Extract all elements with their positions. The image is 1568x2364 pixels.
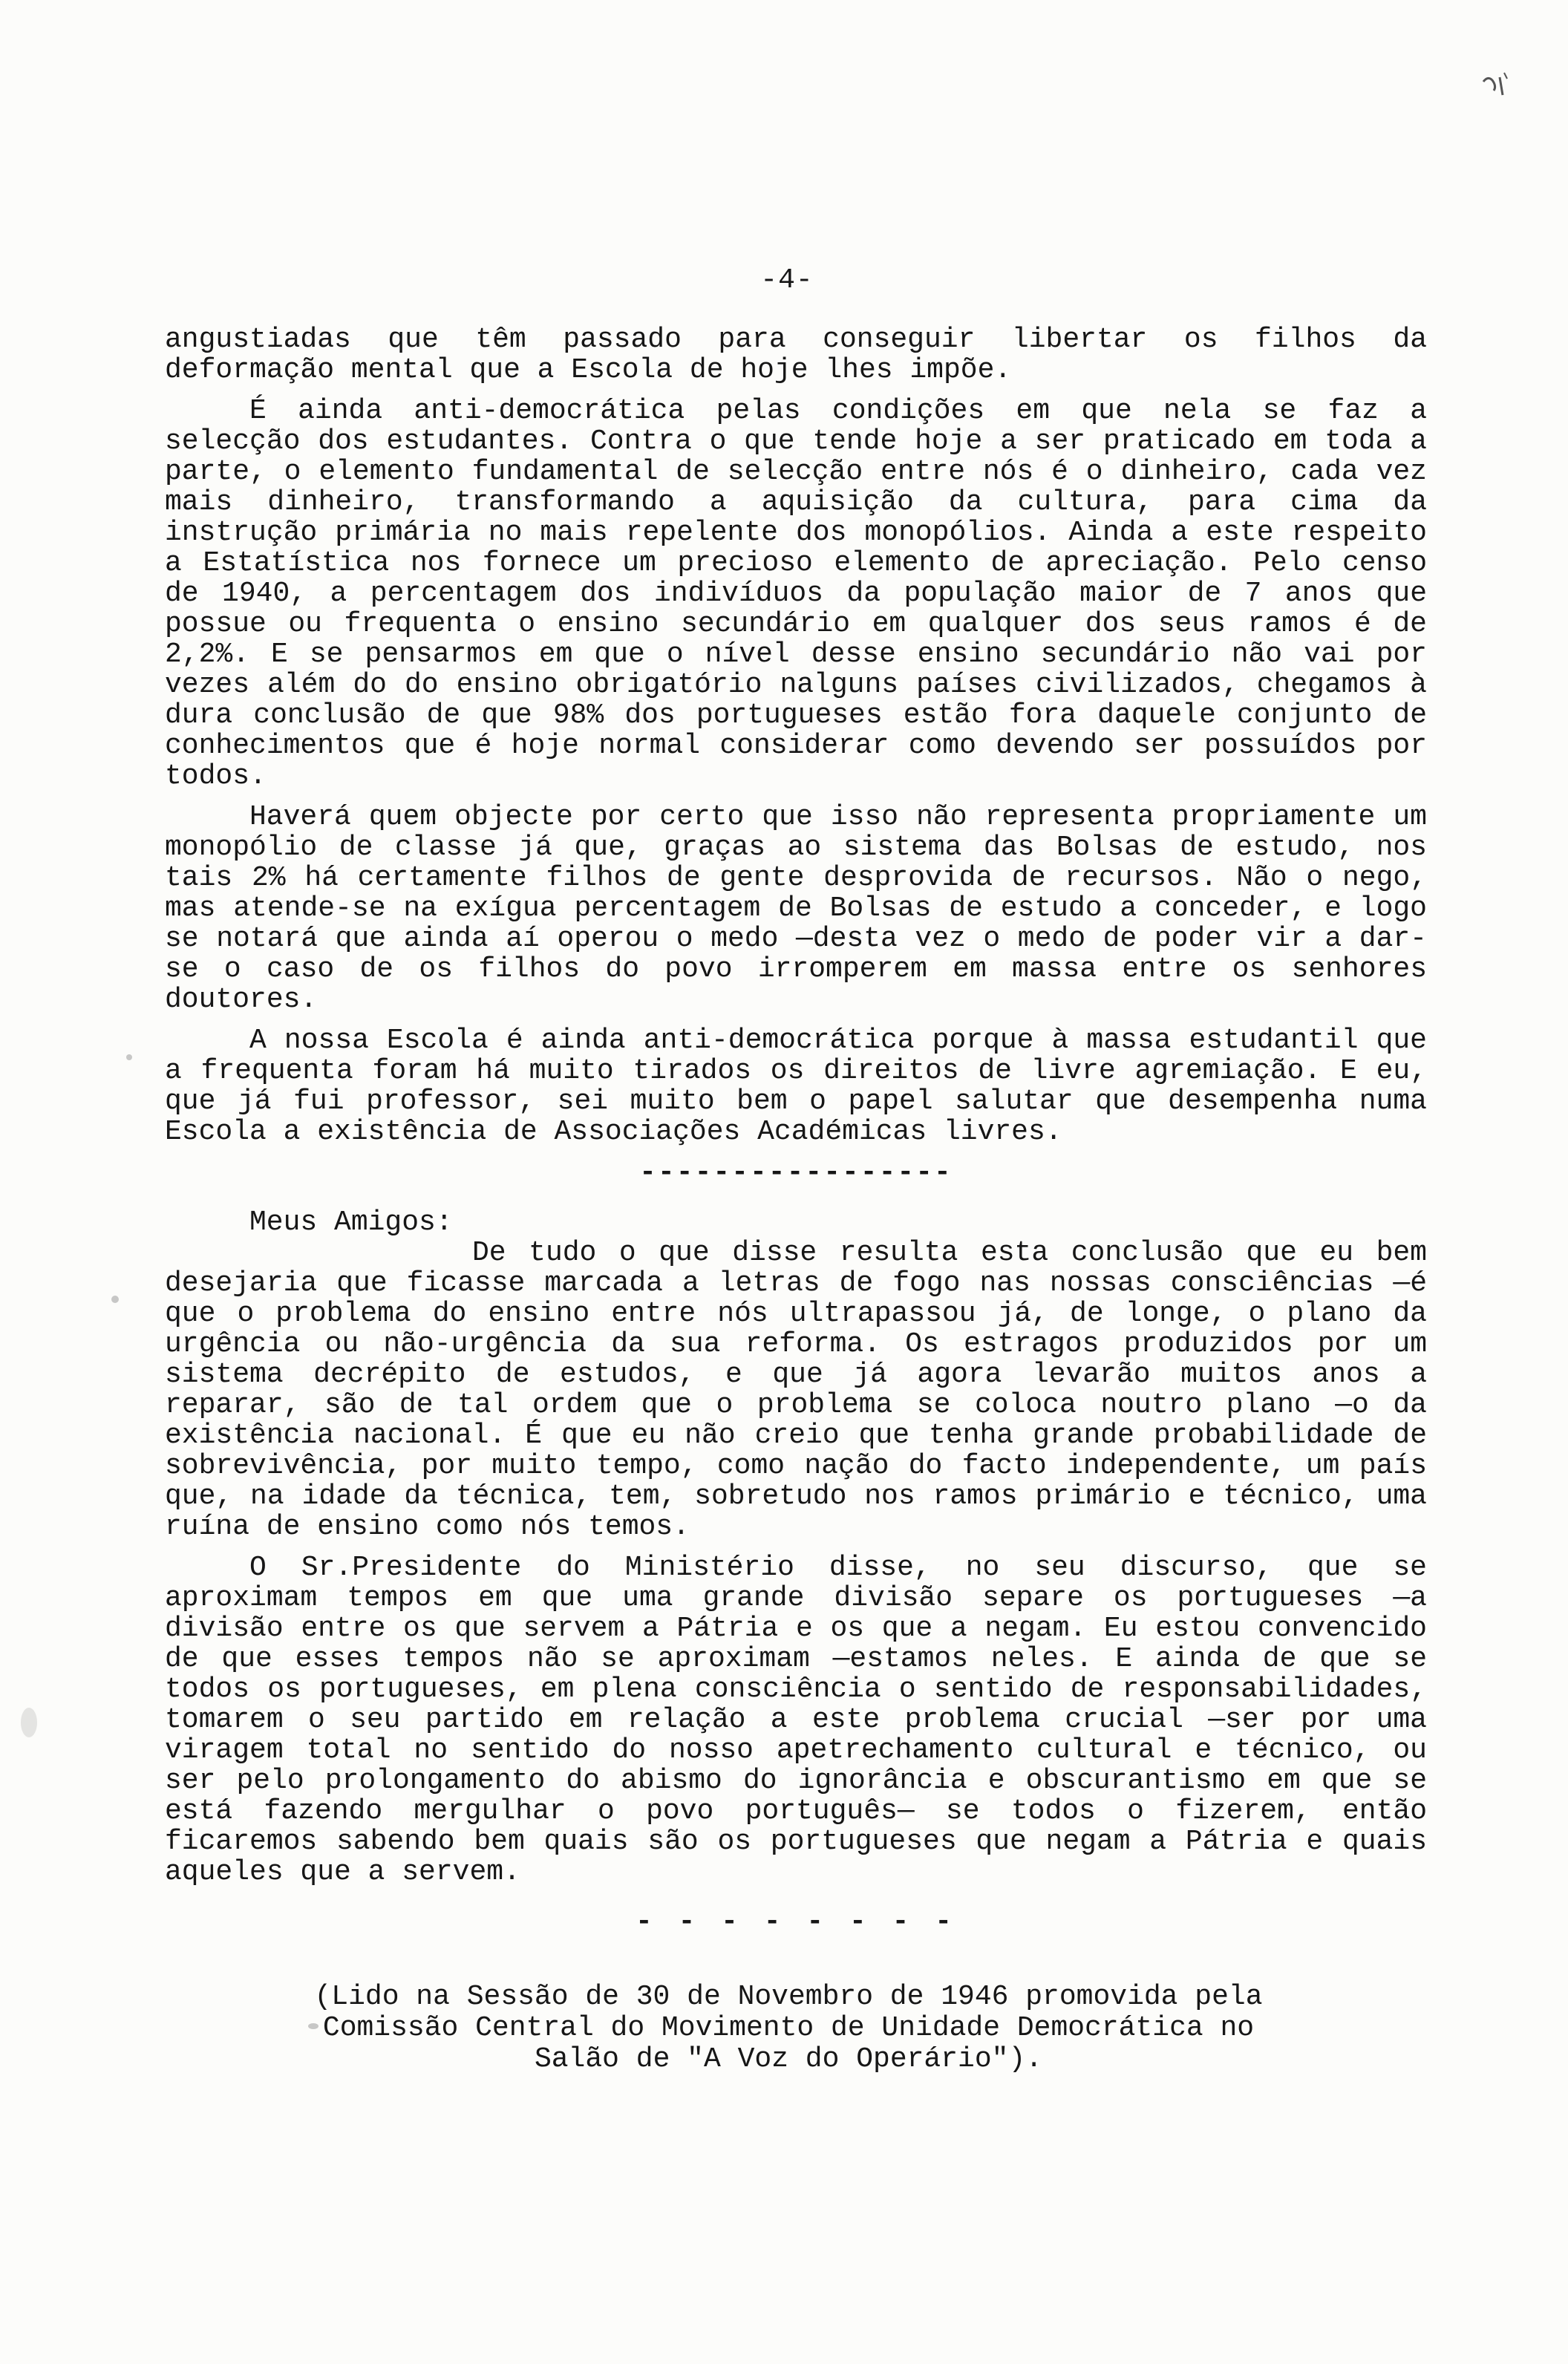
paragraph-2: É ainda anti-democrática pelas condições em que nela se faz a selecção dos estudantes. Contra o que tende hoje a ser praticado em toda a parte, o elemento fundamental de selecção entre nós é o dinheiro, cada vez mais dinheiro, transformando a aquisição da cultura, para cima da instrução primária no mais repelente dos monopólios. Ainda a este respeito a Estatística nos fornece um precioso elemento de apreciação. Pelo censo de 1940, a percentagem dos indivíduos da população maior de 7 anos que possue ou frequenta o ensino secundário em qualquer dos seus ramos é de 2,2%. E se pensarmos em que o nível desse ensino secundário não vai por vezes além do do ensino obrigatório nalguns países civilizados, chegamos à dura conclusão de que 98% dos portugueses estão fora daquele conjunto de conhecimentos que é hoje normal considerar como devendo ser possuídos por todos.	[165, 395, 1427, 792]
document-body	[165, 324, 1427, 2075]
closing-note-line-3: Salão de "A Voz do Operário").	[534, 2043, 1043, 2075]
paper-speck	[21, 1708, 37, 1737]
closing-note-line-2: Comissão Central do Movimento de Unidade Democrática no	[322, 2012, 1255, 2044]
closing-note	[150, 1982, 1427, 2075]
paragraph-3: Haverá quem objecte por certo que isso não representa propriamente um monopólio de classe já que, graças ao sistema das Bolsas de estudo, nos tais 2% há certamente filhos de gente desprovida de recursos. Não o nego, mas atende-se na exígua percentagem de Bolsas de estudo a conceder, e logo se notará que ainda aí operou o medo —desta vez o medo de poder vir a dar-se o caso de os filhos do povo irromperem em massa entre os senhores doutores.	[165, 801, 1427, 1016]
paper-speck	[308, 2023, 318, 2029]
closing-divider: - - - - - - - -	[635, 1906, 957, 1938]
paper-speck	[111, 1296, 119, 1303]
salutation: Meus Amigos:	[249, 1207, 453, 1238]
paper-speck	[126, 1054, 132, 1060]
paragraph-4: A nossa Escola é ainda anti-democrática porque à massa estudantil que a frequenta foram há muito tirados os direitos de livre agremiação. E eu, que já fui professor, sei muito bem o papel salutar que desempenha numa Escola a existência de Associações Académicas livres.	[165, 1025, 1427, 1148]
section-divider: -----------------	[639, 1157, 953, 1189]
paragraph-1: angustiadas que têm passado para conseguir libertar os filhos da deformação mental que a Escola de hoje lhes impõe.	[165, 324, 1427, 386]
closing-note-line-1: (Lido na Sessão de 30 de Novembro de 1946 promovida pela	[314, 1981, 1263, 2013]
corner-ink-mark	[1477, 65, 1515, 110]
paragraph-5: De tudo o que disse resulta esta conclusão que eu bem desejaria que ficasse marcada a letras de fogo nas nossas consciências —é que o problema do ensino entre nós ultrapassou já, de longe, o plano da urgência ou não-urgência da sua reforma. Os estragos produzidos por um sistema decrépito de estudos, e que já agora levarão muitos anos a reparar, são de tal ordem que o problema se coloca noutro plano —o da existência nacional. É que eu não creio que tenha grande probabilidade de sobrevivência, por muito tempo, como nação do facto independente, um país que, na idade da técnica, tem, sobretudo nos ramos primário e técnico, uma ruína de ensino como nós temos.	[165, 1237, 1427, 1543]
paragraph-6: O Sr.Presidente do Ministério disse, no seu discurso, que se aproximam tempos em que uma grande divisão separe os portugueses —a divisão entre os que servem a Pátria e os que a negam. Eu estou convencido de que esses tempos não se aproximam —estamos neles. E ainda de que se todos os portugueses, em plena consciência o sentido de responsabilidades, tomarem o seu partido em relação a este problema crucial —ser por uma viragem total no sentido do nosso apetrechamento cultural e técnico, ou ser pelo prolongamento do abismo do ignorância e obscurantismo em que se está fazendo mergulhar o povo português— se todos o fizerem, então ficaremos sabendo bem quais são os portugueses que negam a Pátria e quais aqueles que a servem.	[165, 1552, 1427, 1888]
page-number: -4-	[760, 264, 814, 296]
